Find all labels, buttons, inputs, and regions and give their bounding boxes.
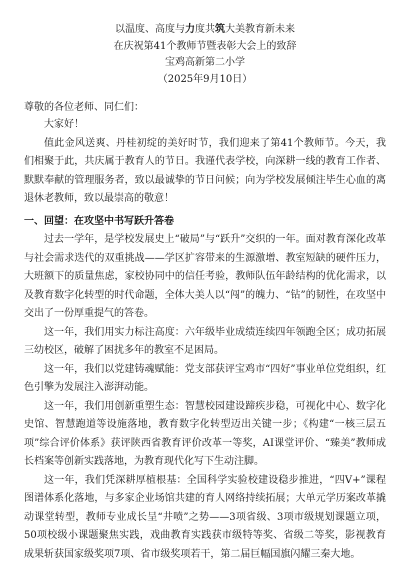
school-name: 宝鸡高新第二小学: [165, 57, 245, 68]
body-paragraph: 这一年，我们用创新重塑生态：智慧校园建设蹄疾步稳，可视化中心、数字化史馆、智慧跑道等设施落地，教育数字化转型迈出关键一步；《构建“一核三层五项”综合评价体系》获评陕西省教育评价改革一等奖，AI课堂评价、“臻美”教师成长档案等创新实践落地，为教育现代化写下生动注脚。: [24, 400, 386, 467]
document-date: （2025年9月10日）: [157, 73, 253, 85]
document-header: [24, 22, 386, 88]
title-text-2: 度共: [195, 24, 215, 35]
greeting: 大家好！: [44, 119, 84, 130]
opening-paragraph: 值此金风送爽、丹桂初绽的美好时节，我们迎来了第41个教师节。今天，我们相聚于此，共庆属于教育人的节日。我谨代表学校，向深耕一线的教育工作者、默默奉献的管理服务者，致以最诚挚的节日问候；向为学校发展倾注毕生心血的离退休老教师，致以最崇高的敬意！: [24, 137, 386, 204]
document-title: [24, 22, 386, 39]
title-text-3: 大美教育新未来: [225, 24, 295, 35]
body-paragraph: 过去一学年，是学校发展史上“破局”与“跃升”交织的一年。面对教育深化改革与社会需求迭代的双重挑战——学区扩容带来的生源激增、教室短缺的硬件压力，大班额下的质量焦虑，家校协同中的信任考验，教师队伍年龄结构的优化需求，以及教育数字化转型的时代命题，全体大美人以“闯”的魄力、“钻”的韧性，在攻坚中交出了一份厚重提气的答卷。: [24, 234, 386, 319]
body-paragraph: 这一年，我们用实力标注高度：六年级毕业成绩连续四年领跑全区；成功拓展三幼校区，破解了困扰多年的教室不足困局。: [24, 326, 386, 356]
title-text-1: 以温度、高度与: [115, 24, 185, 35]
title-text-bold-2: 筑: [215, 24, 225, 35]
body-paragraph: 这一年，我们以党建铸魂赋能：党支部获评宝鸡市“四好”事业单位党组织，红色引擎为发展注入澎湃动能。: [24, 363, 386, 393]
body-paragraph: 这一年，我们凭深耕厚植根基：全国科学实验校建设稳步推进，“四V+”课程图谱体系化落地，与多家企业场馆共建的育人网络持续拓展；大单元学历案改革撬动课堂转型，教师专业成长呈“井喷”之势——3项省级、3项市级规划课题立项，50项校级小课题聚焦实践，戏曲教育实践获市级特等奖、省级二等奖，影视教育成果斩获国家级奖项7项、省市级奖项若干，第二届巨幅国旗闪耀三秦大地。: [24, 474, 386, 560]
salutation: 尊敬的各位老师、同仁们：: [24, 102, 144, 113]
title-text-bold-1: 力: [185, 24, 195, 35]
section-heading: 一、回望：在攻坚中书写跃升答卷: [24, 215, 174, 227]
document-subtitle: 在庆祝第41个教师节暨表彰大会上的致辞: [113, 40, 297, 52]
